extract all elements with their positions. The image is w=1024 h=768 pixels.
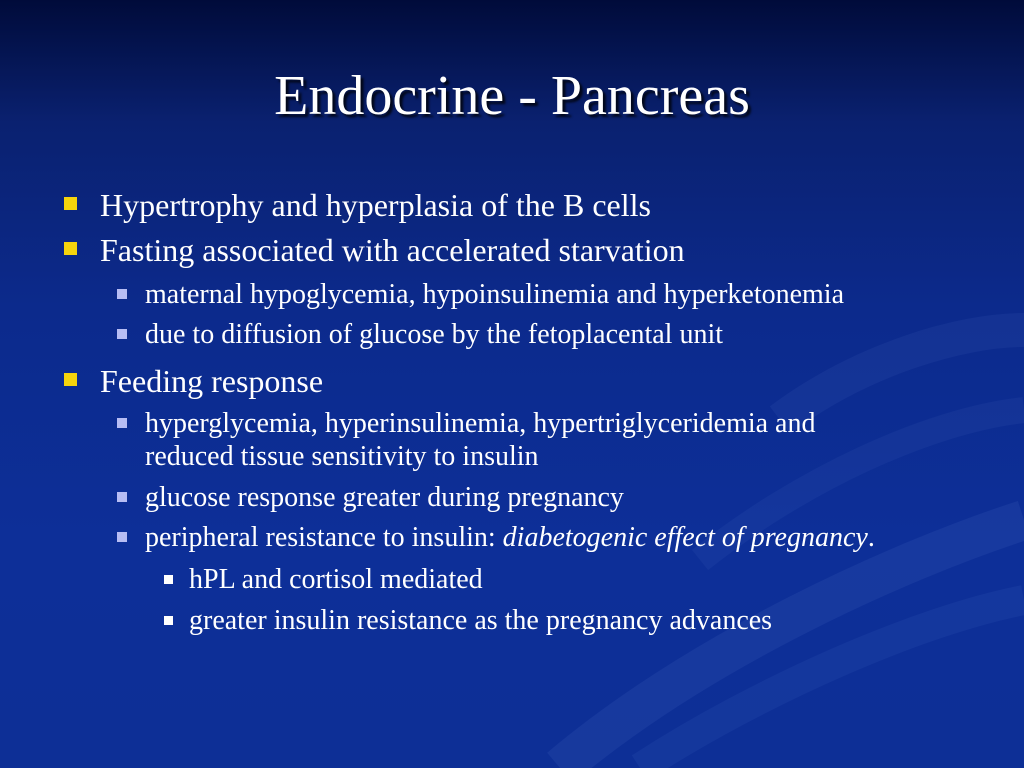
slide-title: Endocrine - Pancreas	[274, 65, 750, 127]
square-bullet-icon	[64, 197, 77, 210]
square-bullet-icon	[117, 418, 127, 428]
bullet-text: glucose response greater during pregnancy	[145, 482, 624, 513]
bullet-text-italic: diabetogenic effect of pregnancy	[502, 522, 868, 553]
square-bullet-icon	[164, 616, 173, 625]
bullet-text-main: peripheral resistance to insulin:	[145, 522, 503, 553]
bullet-text: greater insulin resistance as the pregnancy advances	[189, 605, 773, 636]
bullet-text	[145, 521, 875, 554]
bullet-text-line-2: reduced tissue sensitivity to insulin	[145, 441, 539, 472]
bullet-text: Hypertrophy and hyperplasia of the B cells	[100, 187, 651, 223]
bullet-text: hPL and cortisol mediated	[189, 564, 483, 595]
square-bullet-icon	[64, 373, 77, 386]
square-bullet-icon	[117, 289, 127, 299]
bullet-text: maternal hypoglycemia, hypoinsulinemia and hyperketonemia	[145, 279, 845, 310]
bullet-text-line-1: hyperglycemia, hyperinsulinemia, hypertriglyceridemia and	[145, 408, 816, 439]
bullet-text: due to diffusion of glucose by the fetoplacental unit	[145, 319, 724, 350]
bullet-text: Fasting associated with accelerated starvation	[100, 232, 685, 268]
square-bullet-icon	[117, 532, 127, 542]
square-bullet-icon	[64, 242, 77, 255]
square-bullet-icon	[117, 329, 127, 339]
square-bullet-icon	[117, 492, 127, 502]
square-bullet-icon	[164, 575, 173, 584]
bullet-text-suffix: .	[867, 522, 875, 553]
bullet-text: Feeding response	[100, 363, 324, 399]
